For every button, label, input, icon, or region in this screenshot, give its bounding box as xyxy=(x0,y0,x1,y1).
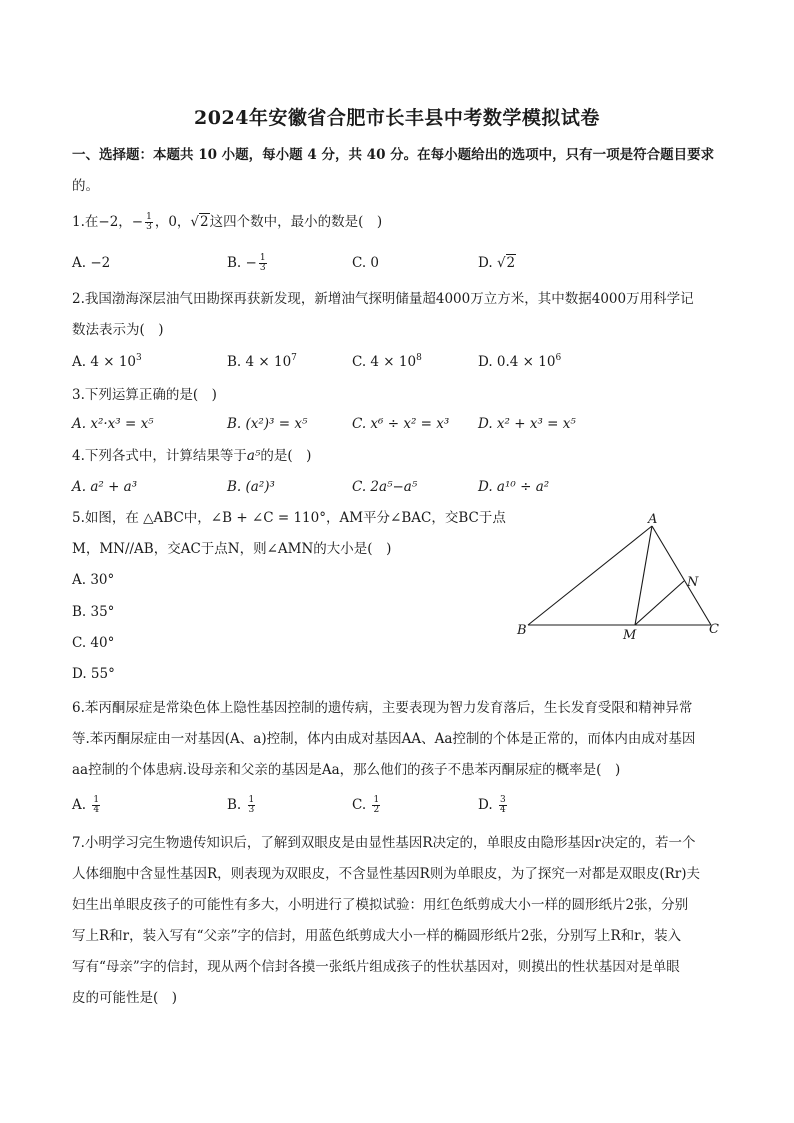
segment-ab xyxy=(528,526,652,625)
label-a: A xyxy=(648,512,658,527)
q6-option-d: D. $\frac{3}{4}$ xyxy=(478,795,506,815)
question-3-stem: 3.下列运算正确的是( ) xyxy=(72,387,217,403)
label-b: B xyxy=(517,623,527,638)
segment-am xyxy=(635,526,652,625)
q1-option-a: A. −2 xyxy=(72,255,111,271)
question-6-line1: 6.苯丙酮尿症是常染色体上隐性基因控制的遗传病，主要表现为智力发育落后，生长发育受限和精神异常 xyxy=(72,700,693,716)
section-instructions-line1: 一、选择题：本题共 10 小题，每小题 4 分，共 40 分。在每小题给出的选项中，只有一项是符合题目要求 xyxy=(72,147,715,163)
question-5-line1: 5.如图，在 △ABC中，∠B + ∠C = 110°，AM平分∠BAC，交BC于点 xyxy=(72,510,506,526)
question-7-line5: 写有“母亲”字的信封，现从两个信封各摸一张纸片组成孩子的性状基因对，则摸出的性状基因对是单眼 xyxy=(72,959,680,975)
q3-option-c: C. x⁶ ÷ x² = x³ xyxy=(352,416,450,432)
section-instructions-line2: 的。 xyxy=(72,178,99,194)
label-c: C xyxy=(709,622,719,637)
q2-option-d: D. $0.4 \times 10^6$ xyxy=(478,353,562,370)
q4-option-d: D. a¹⁰ ÷ a² xyxy=(478,479,550,495)
page-title: 2024年安徽省合肥市长丰县中考数学模拟试卷 xyxy=(194,107,600,129)
q5-option-c: C. 40° xyxy=(72,635,115,651)
q6-option-b: B. $\frac{1}{3}$ xyxy=(227,795,255,815)
q3-option-a: A. x²·x³ = x⁵ xyxy=(72,416,154,432)
question-6-line2: 等.苯丙酮尿症由一对基因(A、a)控制，体内由成对基因AA、Aa控制的个体是正常的，而体内由成对基因 xyxy=(72,731,696,747)
q4-option-c: C. 2a⁵−a⁵ xyxy=(352,479,418,495)
q1-option-c: C. 0 xyxy=(352,255,380,271)
segment-mn xyxy=(635,581,684,625)
question-5-line2: M，MN//AB，交AC于点N，则∠AMN的大小是( ) xyxy=(72,541,392,557)
question-7-line6: 皮的可能性是( ) xyxy=(72,990,178,1006)
q2-option-a: A. $4 \times 10^3$ xyxy=(72,353,142,370)
q1-option-b: B. − $\frac{1}{3}$ xyxy=(227,253,266,273)
sqrt-expression: √2 xyxy=(190,214,209,230)
fraction: $\frac{1}{3}$ xyxy=(146,212,152,232)
q1-option-d: D. √2 xyxy=(478,255,516,271)
label-m: M xyxy=(623,628,637,643)
question-2-line1: 2.我国渤海深层油气田勘探再获新发现，新增油气探明储量超4000万立方米，其中数据4000万用科学记 xyxy=(72,291,694,307)
question-7-line2: 人体细胞中含显性基因R，则表现为双眼皮，不含显性基因R则为单眼皮，为了探究一对都是双眼皮(Rr)夫 xyxy=(72,866,700,882)
question-2-line2: 数法表示为( ) xyxy=(72,322,164,338)
question-6-line3: aa控制的个体患病.设母亲和父亲的基因是Aa，那么他们的孩子不患苯丙酮尿症的概率是( ) xyxy=(72,762,621,778)
q4-option-b: B. (a²)³ xyxy=(227,479,275,495)
q6-option-c: C. $\frac{1}{2}$ xyxy=(352,795,380,815)
triangle-figure xyxy=(508,508,728,643)
q4-option-a: A. a² + a³ xyxy=(72,479,138,495)
q2-option-b: B. $4 \times 10^7$ xyxy=(227,353,297,370)
q6-option-a: A. $\frac{1}{4}$ xyxy=(72,795,100,815)
question-1-stem: 1.在−2，− $\frac{1}{3}$ ，0，√2这四个数中，最小的数是( ) xyxy=(72,212,383,232)
label-n: N xyxy=(687,575,699,590)
q5-option-d: D. 55° xyxy=(72,666,115,682)
question-7-line4: 写上R和r，装入写有“父亲”字的信封，用蓝色纸剪成大小一样的椭圆形纸片2张，分别写上R和r，装入 xyxy=(72,928,682,944)
q5-option-b: B. 35° xyxy=(72,604,115,620)
question-4-stem: 4.下列各式中，计算结果等于a⁵的是( ) xyxy=(72,448,312,464)
q3-option-b: B. (x²)³ = x⁵ xyxy=(227,416,308,432)
q2-option-c: C. $4 \times 10^8$ xyxy=(352,353,422,370)
question-7-line3: 妇生出单眼皮孩子的可能性有多大，小明进行了模拟试验：用红色纸剪成大小一样的圆形纸片2张，分别 xyxy=(72,897,689,913)
q5-option-a: A. 30° xyxy=(72,572,115,588)
question-7-line1: 7.小明学习完生物遗传知识后，了解到双眼皮是由显性基因R决定的，单眼皮由隐形基因r决定的，若一个 xyxy=(72,835,696,851)
segment-ac xyxy=(652,526,711,625)
q3-option-d: D. x² + x³ = x⁵ xyxy=(478,416,576,432)
